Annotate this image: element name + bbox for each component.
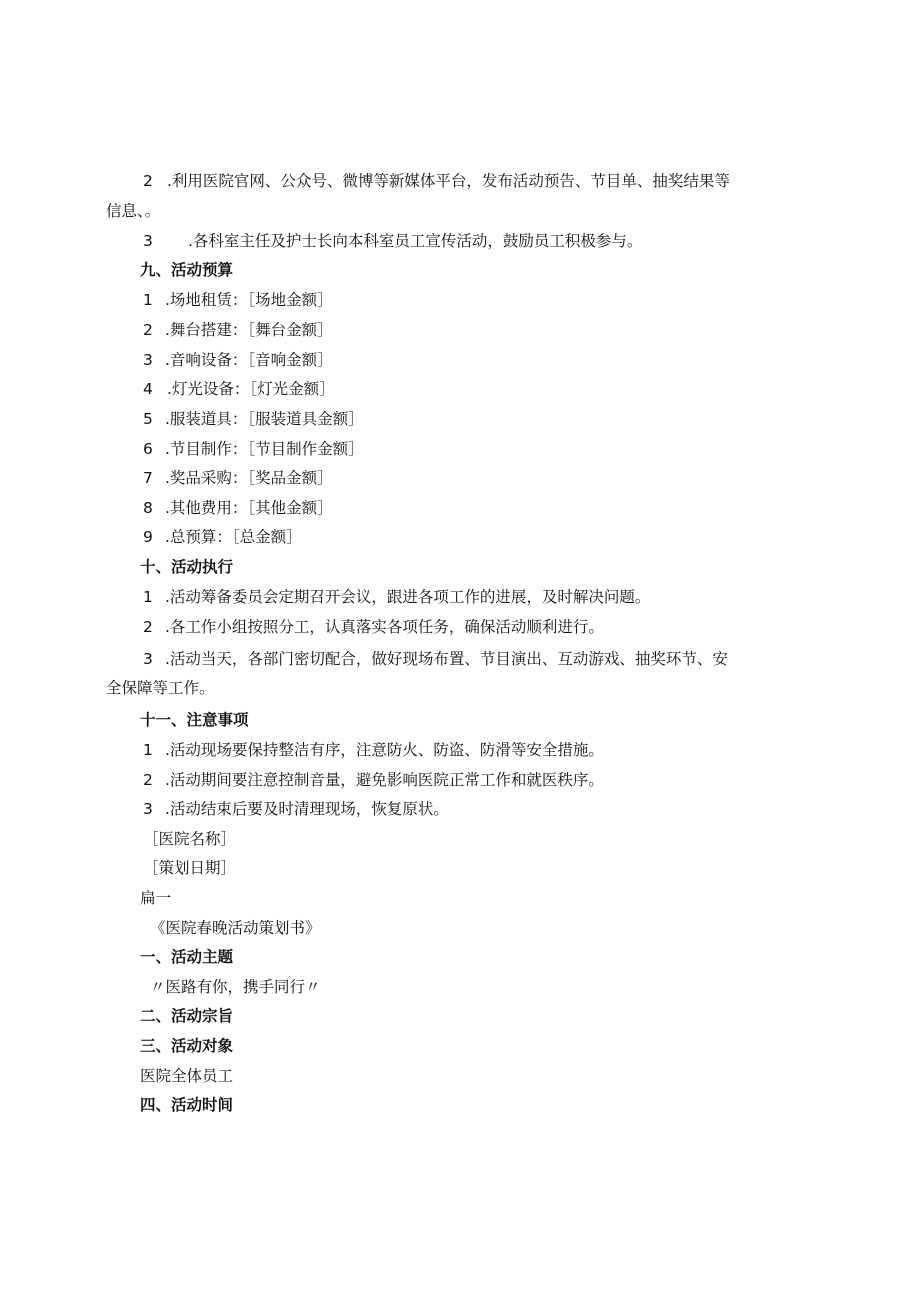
budget-item <box>143 409 364 429</box>
execution-item <box>143 587 650 607</box>
item-number: 3 <box>143 351 153 369</box>
item-text: .各科室主任及护士长向本科室员工宣传活动，鼓励员工积极参与。 <box>188 232 643 250</box>
promo-item-2-continuation: 信息、。 <box>106 202 161 220</box>
item-text: .灯光设备：［灯光金额］ <box>167 380 335 398</box>
execution-item <box>143 649 728 669</box>
item-number: 2 <box>143 618 153 636</box>
audience-body: 医院全体员工 <box>140 1067 234 1085</box>
theme-body: 〃医路有你，携手同行〃 <box>150 978 321 996</box>
item-text: .各工作小组按照分工，认真落实各项任务，确保活动顺利进行。 <box>165 618 604 636</box>
item-text: .利用医院官网、公众号、微博等新媒体平台，发布活动预告、节目单、抽奖结果等 <box>167 172 730 190</box>
part-label: 扁一 <box>140 889 172 907</box>
item-text: .活动筹备委员会定期召开会议，跟进各项工作的进展，及时解决问题。 <box>165 588 651 606</box>
doc-title: 《医院春晚活动策划书》 <box>150 919 321 937</box>
item-text: .场地租赁：［场地金额］ <box>165 291 333 309</box>
budget-heading: 九、活动预算 <box>140 261 234 279</box>
item-number: 1 <box>143 588 153 606</box>
item-number: 9 <box>143 528 153 546</box>
item-text: .活动期间要注意控制音量，避免影响医院正常工作和就医秩序。 <box>165 771 604 789</box>
item-text: .节目制作：［节目制作金额］ <box>165 440 364 458</box>
item-number: 1 <box>143 291 153 309</box>
notes-item <box>143 799 449 819</box>
budget-item <box>143 350 333 370</box>
time-heading: 四、活动时间 <box>140 1096 234 1114</box>
item-number: 8 <box>143 499 153 517</box>
budget-item <box>143 320 333 340</box>
budget-item <box>143 498 333 518</box>
item-text: .活动结束后要及时清理现场，恢复原状。 <box>165 800 449 818</box>
notes-item <box>143 770 604 790</box>
plan-date-placeholder: ［策划日期］ <box>143 859 237 877</box>
audience-heading: 三、活动对象 <box>140 1037 234 1055</box>
budget-item <box>143 379 335 399</box>
hospital-name-placeholder: ［医院名称］ <box>143 830 237 848</box>
item-number: 2 <box>143 771 153 789</box>
item-text: .服装道具：［服装道具金额］ <box>165 410 364 428</box>
execution-heading: 十、活动执行 <box>140 558 234 576</box>
budget-item <box>143 527 302 547</box>
notes-heading: 十一、注意事项 <box>140 711 249 729</box>
budget-item <box>143 439 364 459</box>
item-number: 5 <box>143 410 153 428</box>
item-number: 3 <box>143 650 153 668</box>
item-number: 6 <box>143 440 153 458</box>
budget-item <box>143 468 333 488</box>
purpose-heading: 二、活动宗旨 <box>140 1007 234 1025</box>
execution-item-3-continuation: 全保障等工作。 <box>106 679 215 697</box>
item-text: .奖品采购：［奖品金额］ <box>165 469 333 487</box>
item-number: 7 <box>143 469 153 487</box>
item-text: .活动现场要保持整洁有序，注意防火、防盗、防滑等安全措施。 <box>165 741 604 759</box>
promo-item-2 <box>143 171 730 191</box>
item-number: 2 <box>143 321 153 339</box>
notes-item <box>143 740 604 760</box>
item-text: .活动当天，各部门密切配合，做好现场布置、节目演出、互动游戏、抽奖环节、安 <box>165 650 728 668</box>
execution-item <box>143 617 604 637</box>
budget-item <box>143 290 333 310</box>
theme-heading: 一、活动主题 <box>140 948 234 966</box>
item-number: 3 <box>143 800 153 818</box>
item-number: 2 <box>143 172 153 190</box>
item-number: 1 <box>143 741 153 759</box>
item-text: .总预算：［总金额］ <box>165 528 302 546</box>
item-text: .其他费用：［其他金额］ <box>165 499 333 517</box>
item-text: .音响设备：［音响金额］ <box>165 351 333 369</box>
promo-item-3 <box>143 231 642 251</box>
item-text: .舞台搭建：［舞台金额］ <box>165 321 333 339</box>
item-number: 3 <box>143 232 153 250</box>
item-number: 4 <box>143 380 153 398</box>
